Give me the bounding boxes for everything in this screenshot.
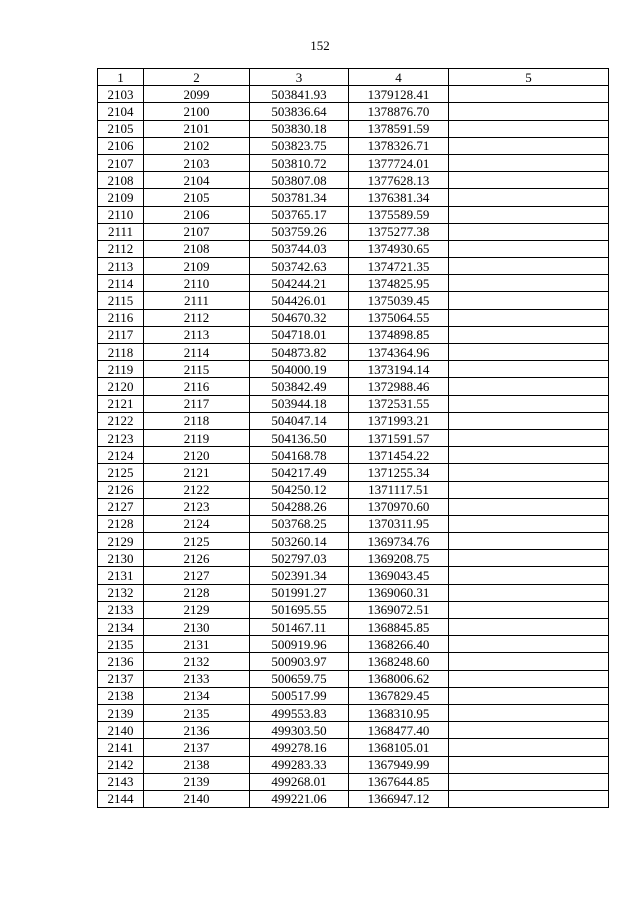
table-cell: 2124 — [98, 447, 144, 464]
table-cell — [449, 223, 609, 240]
table-cell — [449, 550, 609, 567]
table-cell: 1374364.96 — [349, 344, 449, 361]
table-cell: 501467.11 — [250, 619, 349, 636]
table-cell: 503830.18 — [250, 120, 349, 137]
table-cell — [449, 447, 609, 464]
table-row — [98, 154, 609, 171]
table-cell: 1368266.40 — [349, 636, 449, 653]
table-row — [98, 550, 609, 567]
table-cell — [449, 481, 609, 498]
table-cell: 2125 — [144, 533, 250, 550]
table-cell — [449, 240, 609, 257]
table-cell — [449, 636, 609, 653]
table-cell: 504288.26 — [250, 498, 349, 515]
table-cell: 504873.82 — [250, 344, 349, 361]
table-cell: 1367949.99 — [349, 756, 449, 773]
table-cell: 2126 — [144, 550, 250, 567]
table-cell: 1376381.34 — [349, 189, 449, 206]
table-cell — [449, 619, 609, 636]
table-cell: 2101 — [144, 120, 250, 137]
table-cell: 2110 — [144, 275, 250, 292]
table-cell: 499221.06 — [250, 790, 349, 807]
table-cell: 1373194.14 — [349, 361, 449, 378]
table-cell: 504000.19 — [250, 361, 349, 378]
table-cell: 2115 — [98, 292, 144, 309]
table-cell: 2116 — [98, 309, 144, 326]
table-cell: 2111 — [144, 292, 250, 309]
table-cell: 2126 — [98, 481, 144, 498]
table-cell: 2143 — [98, 773, 144, 790]
table-row — [98, 240, 609, 257]
table-body — [98, 86, 609, 808]
table-row — [98, 309, 609, 326]
table-cell: 2140 — [144, 790, 250, 807]
table-cell — [449, 395, 609, 412]
table-cell: 503807.08 — [250, 172, 349, 189]
table-cell: 2119 — [98, 361, 144, 378]
table-cell: 504136.50 — [250, 429, 349, 446]
table-cell: 500659.75 — [250, 670, 349, 687]
table-cell: 2121 — [98, 395, 144, 412]
table-row — [98, 756, 609, 773]
table-cell: 499268.01 — [250, 773, 349, 790]
table-cell — [449, 739, 609, 756]
table-row — [98, 86, 609, 103]
table-cell — [449, 154, 609, 171]
table-cell: 1372531.55 — [349, 395, 449, 412]
table-cell: 2100 — [144, 103, 250, 120]
table-cell — [449, 567, 609, 584]
table-cell: 503781.34 — [250, 189, 349, 206]
table-row — [98, 361, 609, 378]
table-cell: 2139 — [144, 773, 250, 790]
table-cell: 2138 — [98, 687, 144, 704]
table-cell: 2134 — [98, 619, 144, 636]
table-cell: 1374825.95 — [349, 275, 449, 292]
table-row — [98, 687, 609, 704]
table-cell: 2113 — [144, 326, 250, 343]
table-cell — [449, 361, 609, 378]
table-row — [98, 739, 609, 756]
table-cell: 2144 — [98, 790, 144, 807]
table-cell: 2138 — [144, 756, 250, 773]
table-cell: 2137 — [144, 739, 250, 756]
table-cell: 2132 — [144, 653, 250, 670]
table-cell: 1368105.01 — [349, 739, 449, 756]
table-row — [98, 258, 609, 275]
table-row — [98, 619, 609, 636]
table-cell: 503944.18 — [250, 395, 349, 412]
column-header: 1 — [98, 69, 144, 86]
table-row — [98, 223, 609, 240]
column-header: 2 — [144, 69, 250, 86]
table-cell — [449, 275, 609, 292]
table-cell: 2114 — [98, 275, 144, 292]
column-header: 5 — [449, 69, 609, 86]
table-cell: 499278.16 — [250, 739, 349, 756]
table-row — [98, 670, 609, 687]
table-row — [98, 601, 609, 618]
table-cell: 1374721.35 — [349, 258, 449, 275]
table-cell — [449, 653, 609, 670]
table-cell: 2129 — [144, 601, 250, 618]
table-cell: 2141 — [98, 739, 144, 756]
table-cell: 1371993.21 — [349, 412, 449, 429]
table-cell: 503759.26 — [250, 223, 349, 240]
table-cell: 2123 — [98, 429, 144, 446]
table-cell: 504718.01 — [250, 326, 349, 343]
table-cell: 1378591.59 — [349, 120, 449, 137]
table-cell: 2104 — [144, 172, 250, 189]
table-cell: 1368006.62 — [349, 670, 449, 687]
table-cell — [449, 722, 609, 739]
table-cell: 1369208.75 — [349, 550, 449, 567]
table-cell: 2116 — [144, 378, 250, 395]
table-row — [98, 344, 609, 361]
table-row — [98, 653, 609, 670]
table-cell: 2110 — [98, 206, 144, 223]
table-row — [98, 120, 609, 137]
table-cell: 1369072.51 — [349, 601, 449, 618]
table-cell: 504250.12 — [250, 481, 349, 498]
table-cell — [449, 206, 609, 223]
table-row — [98, 326, 609, 343]
coordinates-table — [97, 68, 609, 808]
table-cell: 503823.75 — [250, 137, 349, 154]
table-row — [98, 429, 609, 446]
table-cell: 2127 — [144, 567, 250, 584]
table-cell: 2131 — [144, 636, 250, 653]
table-cell: 1370970.60 — [349, 498, 449, 515]
table-row — [98, 103, 609, 120]
table-row — [98, 378, 609, 395]
table-cell: 499553.83 — [250, 704, 349, 721]
table-row — [98, 722, 609, 739]
column-header: 4 — [349, 69, 449, 86]
table-cell: 1368845.85 — [349, 619, 449, 636]
table-cell: 1375589.59 — [349, 206, 449, 223]
table-cell: 2118 — [98, 344, 144, 361]
table-row — [98, 395, 609, 412]
table-cell: 500517.99 — [250, 687, 349, 704]
table-row — [98, 172, 609, 189]
table-cell: 1377724.01 — [349, 154, 449, 171]
table-cell — [449, 429, 609, 446]
table-cell — [449, 584, 609, 601]
table-cell: 2130 — [98, 550, 144, 567]
table-cell: 501695.55 — [250, 601, 349, 618]
table-cell: 2125 — [98, 464, 144, 481]
table-header-row — [98, 69, 609, 86]
table-cell — [449, 756, 609, 773]
table-cell: 2111 — [98, 223, 144, 240]
table-row — [98, 412, 609, 429]
table-cell: 503260.14 — [250, 533, 349, 550]
table-cell: 2119 — [144, 429, 250, 446]
table-cell: 1369043.45 — [349, 567, 449, 584]
table-cell: 2099 — [144, 86, 250, 103]
table-cell: 2123 — [144, 498, 250, 515]
table-cell — [449, 344, 609, 361]
table-cell: 2109 — [98, 189, 144, 206]
table-cell — [449, 172, 609, 189]
table-cell: 1366947.12 — [349, 790, 449, 807]
table-row — [98, 790, 609, 807]
table-row — [98, 498, 609, 515]
table-cell: 2108 — [144, 240, 250, 257]
table-cell: 2120 — [98, 378, 144, 395]
table-cell: 2132 — [98, 584, 144, 601]
table-cell: 504047.14 — [250, 412, 349, 429]
table-cell: 503810.72 — [250, 154, 349, 171]
table-cell: 500919.96 — [250, 636, 349, 653]
table-cell: 2113 — [98, 258, 144, 275]
table-cell: 2117 — [98, 326, 144, 343]
table-row — [98, 636, 609, 653]
table-cell: 2140 — [98, 722, 144, 739]
table-cell: 2106 — [144, 206, 250, 223]
table-cell: 1371591.57 — [349, 429, 449, 446]
table-cell: 504168.78 — [250, 447, 349, 464]
table-cell — [449, 515, 609, 532]
table-cell: 2120 — [144, 447, 250, 464]
table-cell — [449, 326, 609, 343]
table-cell: 2139 — [98, 704, 144, 721]
table-cell: 1378326.71 — [349, 137, 449, 154]
table-cell — [449, 773, 609, 790]
table-cell: 2121 — [144, 464, 250, 481]
table-cell: 2128 — [144, 584, 250, 601]
table-cell: 1374930.65 — [349, 240, 449, 257]
table-cell: 1375039.45 — [349, 292, 449, 309]
table-cell — [449, 292, 609, 309]
table-cell: 2115 — [144, 361, 250, 378]
table-row — [98, 567, 609, 584]
table-cell: 504244.21 — [250, 275, 349, 292]
table-cell: 2135 — [98, 636, 144, 653]
table-cell — [449, 601, 609, 618]
table-cell: 2102 — [144, 137, 250, 154]
table-cell: 2133 — [144, 670, 250, 687]
table-cell: 2122 — [144, 481, 250, 498]
table-cell: 1375064.55 — [349, 309, 449, 326]
table-row — [98, 533, 609, 550]
table-cell: 503742.63 — [250, 258, 349, 275]
table-cell — [449, 687, 609, 704]
table-cell: 2127 — [98, 498, 144, 515]
table-cell: 502391.34 — [250, 567, 349, 584]
table-row — [98, 481, 609, 498]
table-cell: 2103 — [144, 154, 250, 171]
table-cell: 503765.17 — [250, 206, 349, 223]
table-cell: 502797.03 — [250, 550, 349, 567]
table-cell: 504670.32 — [250, 309, 349, 326]
table-row — [98, 292, 609, 309]
table-cell — [449, 103, 609, 120]
table-cell: 1379128.41 — [349, 86, 449, 103]
table-cell — [449, 464, 609, 481]
table-cell: 499303.50 — [250, 722, 349, 739]
table-cell: 2105 — [98, 120, 144, 137]
table-cell: 503841.93 — [250, 86, 349, 103]
table-cell: 2130 — [144, 619, 250, 636]
table-cell — [449, 86, 609, 103]
table-cell: 2117 — [144, 395, 250, 412]
table-row — [98, 515, 609, 532]
table-cell: 2122 — [98, 412, 144, 429]
table-cell: 1368477.40 — [349, 722, 449, 739]
table-cell: 2131 — [98, 567, 144, 584]
table-cell — [449, 790, 609, 807]
table-cell: 1371117.51 — [349, 481, 449, 498]
table-row — [98, 206, 609, 223]
table-row — [98, 137, 609, 154]
table-cell: 503836.64 — [250, 103, 349, 120]
table-cell: 503744.03 — [250, 240, 349, 257]
table-cell — [449, 498, 609, 515]
table-cell: 2142 — [98, 756, 144, 773]
table-cell: 2105 — [144, 189, 250, 206]
column-header: 3 — [250, 69, 349, 86]
table-cell: 2129 — [98, 533, 144, 550]
table-cell: 2136 — [98, 653, 144, 670]
table-cell — [449, 704, 609, 721]
table-row — [98, 275, 609, 292]
table-cell: 1367644.85 — [349, 773, 449, 790]
table-cell: 1369734.76 — [349, 533, 449, 550]
table-cell: 2118 — [144, 412, 250, 429]
table-cell: 503842.49 — [250, 378, 349, 395]
table-cell: 1369060.31 — [349, 584, 449, 601]
table-cell — [449, 309, 609, 326]
table-cell — [449, 670, 609, 687]
table-row — [98, 704, 609, 721]
table-cell: 2106 — [98, 137, 144, 154]
table-row — [98, 447, 609, 464]
table-cell: 2134 — [144, 687, 250, 704]
table-cell: 2112 — [98, 240, 144, 257]
table-cell: 500903.97 — [250, 653, 349, 670]
table-cell: 2114 — [144, 344, 250, 361]
table-cell: 2124 — [144, 515, 250, 532]
table-cell: 501991.27 — [250, 584, 349, 601]
table-cell: 504217.49 — [250, 464, 349, 481]
table-cell: 1371454.22 — [349, 447, 449, 464]
table-cell: 1371255.34 — [349, 464, 449, 481]
table-cell: 1368248.60 — [349, 653, 449, 670]
table-cell: 1370311.95 — [349, 515, 449, 532]
table-cell: 1367829.45 — [349, 687, 449, 704]
table-cell: 2107 — [144, 223, 250, 240]
table-cell: 2135 — [144, 704, 250, 721]
table-cell: 504426.01 — [250, 292, 349, 309]
table-cell: 2133 — [98, 601, 144, 618]
table-cell: 1378876.70 — [349, 103, 449, 120]
table-cell: 2137 — [98, 670, 144, 687]
table-cell: 503768.25 — [250, 515, 349, 532]
page-number: 152 — [310, 38, 330, 53]
table-cell — [449, 258, 609, 275]
table-cell: 2103 — [98, 86, 144, 103]
table-cell: 1375277.38 — [349, 223, 449, 240]
table-cell: 1377628.13 — [349, 172, 449, 189]
table-cell — [449, 533, 609, 550]
table-row — [98, 464, 609, 481]
table-cell: 2136 — [144, 722, 250, 739]
table-cell: 2104 — [98, 103, 144, 120]
table-row — [98, 189, 609, 206]
table-cell: 2112 — [144, 309, 250, 326]
table-cell: 2107 — [98, 154, 144, 171]
table-cell: 1372988.46 — [349, 378, 449, 395]
table-cell — [449, 120, 609, 137]
table-cell: 2109 — [144, 258, 250, 275]
table-cell: 1368310.95 — [349, 704, 449, 721]
table-cell: 2108 — [98, 172, 144, 189]
table-cell — [449, 412, 609, 429]
table-cell: 499283.33 — [250, 756, 349, 773]
table-row — [98, 584, 609, 601]
table-cell — [449, 189, 609, 206]
table-cell — [449, 137, 609, 154]
table-cell — [449, 378, 609, 395]
table-row — [98, 773, 609, 790]
table-cell: 2128 — [98, 515, 144, 532]
table-cell: 1374898.85 — [349, 326, 449, 343]
